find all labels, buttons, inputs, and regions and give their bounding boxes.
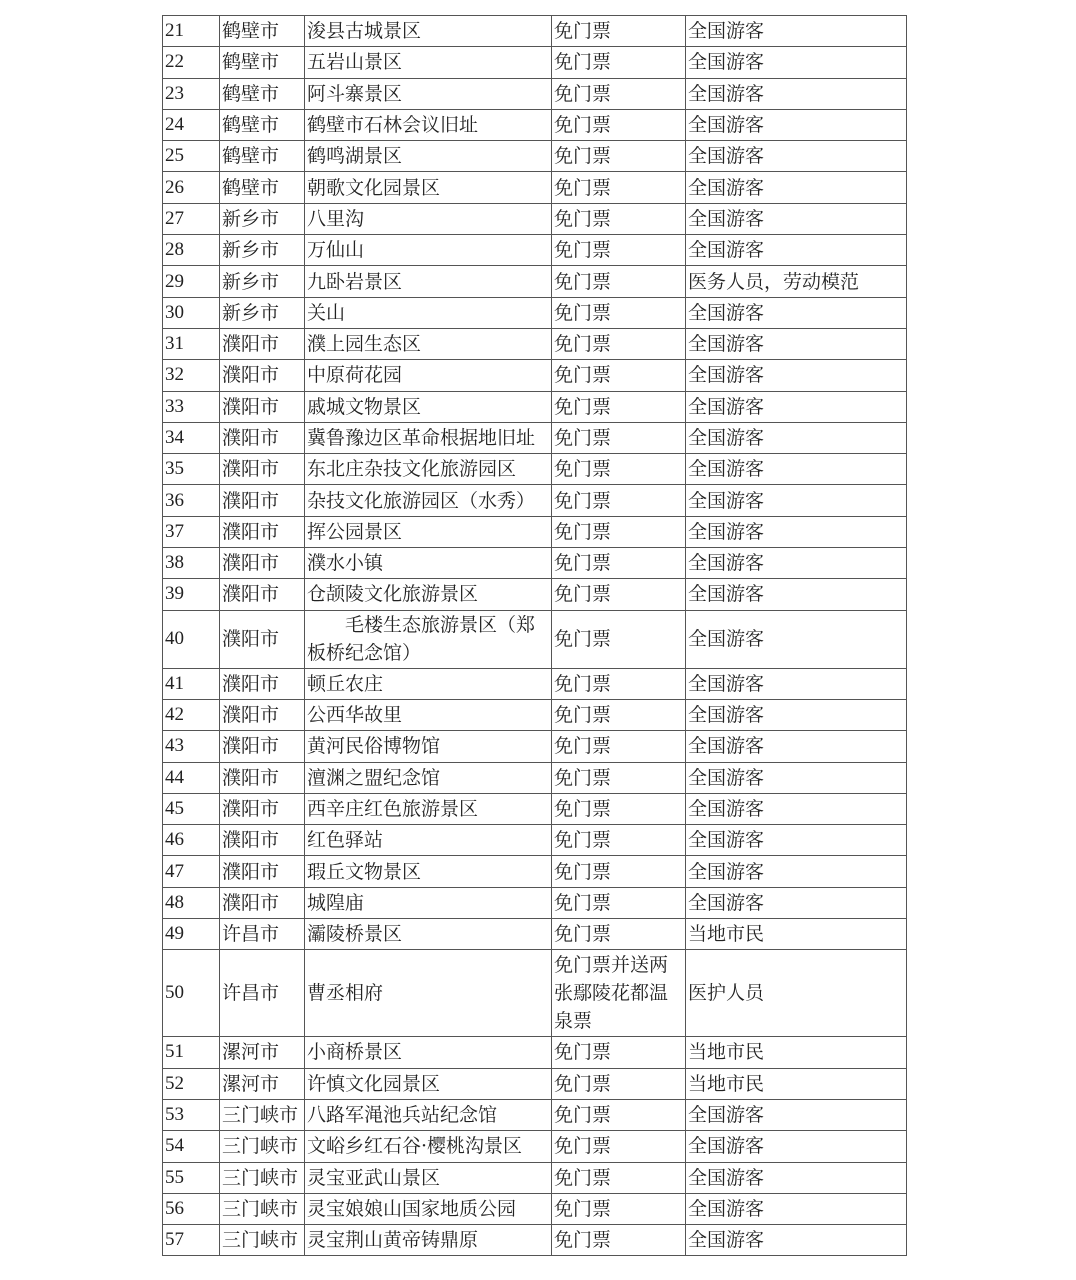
scenic-site-name: 杂技文化旅游园区（水秀）	[305, 485, 552, 516]
city-name: 濮阳市	[220, 610, 305, 668]
city-name: 濮阳市	[220, 454, 305, 485]
scenic-site-name: 九卧岩景区	[305, 266, 552, 297]
scenic-site-name: 戚城文物景区	[305, 391, 552, 422]
ticket-policy: 免门票	[552, 391, 686, 422]
ticket-policy: 免门票	[552, 485, 686, 516]
eligible-visitors: 全国游客	[686, 109, 907, 140]
city-name: 濮阳市	[220, 485, 305, 516]
table-row	[163, 1068, 907, 1099]
eligible-visitors: 全国游客	[686, 485, 907, 516]
ticket-policy: 免门票	[552, 78, 686, 109]
ticket-policy: 免门票	[552, 172, 686, 203]
eligible-visitors: 全国游客	[686, 887, 907, 918]
ticket-policy: 免门票	[552, 1225, 686, 1256]
table-row	[163, 1193, 907, 1224]
row-number: 34	[163, 422, 220, 453]
ticket-policy: 免门票	[552, 203, 686, 234]
eligible-visitors: 全国游客	[686, 1131, 907, 1162]
ticket-policy: 免门票	[552, 668, 686, 699]
row-number: 27	[163, 203, 220, 234]
ticket-policy: 免门票	[552, 731, 686, 762]
city-name: 濮阳市	[220, 579, 305, 610]
table-row	[163, 1225, 907, 1256]
scenic-site-name: 灵宝娘娘山国家地质公园	[305, 1193, 552, 1224]
table-row	[163, 1162, 907, 1193]
eligible-visitors: 医护人员	[686, 950, 907, 1037]
ticket-policy: 免门票	[552, 109, 686, 140]
table-row	[163, 235, 907, 266]
city-name: 鹤壁市	[220, 16, 305, 47]
city-name: 濮阳市	[220, 516, 305, 547]
ticket-policy: 免门票	[552, 887, 686, 918]
scenic-site-name: 万仙山	[305, 235, 552, 266]
eligible-visitors: 全国游客	[686, 548, 907, 579]
ticket-policy: 免门票	[552, 47, 686, 78]
eligible-visitors: 医务人员，劳动模范	[686, 266, 907, 297]
table-row	[163, 516, 907, 547]
eligible-visitors: 全国游客	[686, 328, 907, 359]
ticket-policy: 免门票	[552, 762, 686, 793]
table-row	[163, 610, 907, 668]
eligible-visitors: 全国游客	[686, 579, 907, 610]
city-name: 濮阳市	[220, 328, 305, 359]
ticket-policy: 免门票	[552, 297, 686, 328]
row-number: 45	[163, 793, 220, 824]
city-name: 濮阳市	[220, 825, 305, 856]
table-row	[163, 203, 907, 234]
eligible-visitors: 全国游客	[686, 454, 907, 485]
city-name: 濮阳市	[220, 360, 305, 391]
scenic-site-name: 阿斗寨景区	[305, 78, 552, 109]
eligible-visitors: 全国游客	[686, 699, 907, 730]
row-number: 43	[163, 731, 220, 762]
table-row	[163, 391, 907, 422]
city-name: 濮阳市	[220, 887, 305, 918]
scenic-spots-table	[162, 15, 907, 1256]
scenic-site-name: 曹丞相府	[305, 950, 552, 1037]
eligible-visitors: 全国游客	[686, 762, 907, 793]
city-name: 新乡市	[220, 203, 305, 234]
scenic-site-name: 八路军渑池兵站纪念馆	[305, 1099, 552, 1130]
scenic-site-name: 毛楼生态旅游景区（郑板桥纪念馆）	[305, 610, 552, 668]
city-name: 新乡市	[220, 297, 305, 328]
eligible-visitors: 全国游客	[686, 668, 907, 699]
table-row	[163, 668, 907, 699]
eligible-visitors: 全国游客	[686, 422, 907, 453]
eligible-visitors: 全国游客	[686, 1162, 907, 1193]
eligible-visitors: 全国游客	[686, 391, 907, 422]
table-row	[163, 856, 907, 887]
eligible-visitors: 全国游客	[686, 297, 907, 328]
row-number: 56	[163, 1193, 220, 1224]
table-row	[163, 16, 907, 47]
row-number: 37	[163, 516, 220, 547]
scenic-site-name: 鹤壁市石林会议旧址	[305, 109, 552, 140]
table-row	[163, 109, 907, 140]
city-name: 鹤壁市	[220, 141, 305, 172]
row-number: 51	[163, 1037, 220, 1068]
city-name: 濮阳市	[220, 856, 305, 887]
row-number: 40	[163, 610, 220, 668]
city-name: 许昌市	[220, 950, 305, 1037]
ticket-policy: 免门票	[552, 919, 686, 950]
city-name: 濮阳市	[220, 391, 305, 422]
table-row	[163, 172, 907, 203]
scenic-site-name: 灵宝荆山黄帝铸鼎原	[305, 1225, 552, 1256]
scenic-site-name: 中原荷花园	[305, 360, 552, 391]
ticket-policy: 免门票	[552, 16, 686, 47]
scenic-site-name: 关山	[305, 297, 552, 328]
city-name: 鹤壁市	[220, 172, 305, 203]
ticket-policy: 免门票	[552, 266, 686, 297]
eligible-visitors: 全国游客	[686, 203, 907, 234]
ticket-policy: 免门票	[552, 141, 686, 172]
scenic-site-name: 仓颉陵文化旅游景区	[305, 579, 552, 610]
eligible-visitors: 全国游客	[686, 141, 907, 172]
scenic-site-name: 冀鲁豫边区革命根据地旧址	[305, 422, 552, 453]
scenic-site-name: 城隍庙	[305, 887, 552, 918]
ticket-policy: 免门票	[552, 793, 686, 824]
ticket-policy: 免门票	[552, 579, 686, 610]
scenic-site-name: 灞陵桥景区	[305, 919, 552, 950]
row-number: 28	[163, 235, 220, 266]
city-name: 三门峡市	[220, 1131, 305, 1162]
table-row	[163, 731, 907, 762]
city-name: 漯河市	[220, 1068, 305, 1099]
table-row	[163, 485, 907, 516]
row-number: 35	[163, 454, 220, 485]
ticket-policy: 免门票	[552, 1131, 686, 1162]
ticket-policy: 免门票	[552, 548, 686, 579]
city-name: 濮阳市	[220, 422, 305, 453]
row-number: 48	[163, 887, 220, 918]
row-number: 47	[163, 856, 220, 887]
city-name: 濮阳市	[220, 548, 305, 579]
scenic-site-name: 红色驿站	[305, 825, 552, 856]
scenic-site-name: 灵宝亚武山景区	[305, 1162, 552, 1193]
eligible-visitors: 当地市民	[686, 919, 907, 950]
scenic-site-name: 许慎文化园景区	[305, 1068, 552, 1099]
city-name: 鹤壁市	[220, 78, 305, 109]
ticket-policy: 免门票并送两张鄢陵花都温泉票	[552, 950, 686, 1037]
row-number: 25	[163, 141, 220, 172]
city-name: 三门峡市	[220, 1225, 305, 1256]
table-row	[163, 328, 907, 359]
table-row	[163, 950, 907, 1037]
table-row	[163, 1099, 907, 1130]
row-number: 49	[163, 919, 220, 950]
eligible-visitors: 全国游客	[686, 1099, 907, 1130]
row-number: 55	[163, 1162, 220, 1193]
scenic-site-name: 顿丘农庄	[305, 668, 552, 699]
table-row	[163, 454, 907, 485]
ticket-policy: 免门票	[552, 516, 686, 547]
row-number: 44	[163, 762, 220, 793]
ticket-policy: 免门票	[552, 235, 686, 266]
scenic-site-name: 五岩山景区	[305, 47, 552, 78]
eligible-visitors: 全国游客	[686, 516, 907, 547]
eligible-visitors: 全国游客	[686, 610, 907, 668]
ticket-policy: 免门票	[552, 1068, 686, 1099]
row-number: 22	[163, 47, 220, 78]
table-row	[163, 825, 907, 856]
row-number: 29	[163, 266, 220, 297]
table-row	[163, 266, 907, 297]
ticket-policy: 免门票	[552, 360, 686, 391]
scenic-site-name: 公西华故里	[305, 699, 552, 730]
ticket-policy: 免门票	[552, 1099, 686, 1130]
table-row	[163, 579, 907, 610]
city-name: 三门峡市	[220, 1162, 305, 1193]
city-name: 鹤壁市	[220, 47, 305, 78]
eligible-visitors: 当地市民	[686, 1068, 907, 1099]
scenic-site-name: 鹤鸣湖景区	[305, 141, 552, 172]
scenic-site-name: 濮水小镇	[305, 548, 552, 579]
scenic-site-name: 浚县古城景区	[305, 16, 552, 47]
scenic-site-name: 黄河民俗博物馆	[305, 731, 552, 762]
scenic-site-name: 文峪乡红石谷·樱桃沟景区	[305, 1131, 552, 1162]
city-name: 新乡市	[220, 235, 305, 266]
city-name: 濮阳市	[220, 793, 305, 824]
row-number: 46	[163, 825, 220, 856]
row-number: 31	[163, 328, 220, 359]
row-number: 53	[163, 1099, 220, 1130]
table-row	[163, 78, 907, 109]
ticket-policy: 免门票	[552, 1162, 686, 1193]
eligible-visitors: 全国游客	[686, 731, 907, 762]
row-number: 36	[163, 485, 220, 516]
eligible-visitors: 全国游客	[686, 793, 907, 824]
ticket-policy: 免门票	[552, 454, 686, 485]
table-row	[163, 141, 907, 172]
row-number: 50	[163, 950, 220, 1037]
row-number: 57	[163, 1225, 220, 1256]
row-number: 42	[163, 699, 220, 730]
scenic-site-name: 澶渊之盟纪念馆	[305, 762, 552, 793]
eligible-visitors: 全国游客	[686, 235, 907, 266]
city-name: 濮阳市	[220, 762, 305, 793]
city-name: 许昌市	[220, 919, 305, 950]
eligible-visitors: 全国游客	[686, 1225, 907, 1256]
table-row	[163, 422, 907, 453]
scenic-site-name: 瑕丘文物景区	[305, 856, 552, 887]
row-number: 33	[163, 391, 220, 422]
eligible-visitors: 全国游客	[686, 78, 907, 109]
eligible-visitors: 全国游客	[686, 1193, 907, 1224]
row-number: 24	[163, 109, 220, 140]
scenic-site-name: 东北庄杂技文化旅游园区	[305, 454, 552, 485]
scenic-site-name: 西辛庄红色旅游景区	[305, 793, 552, 824]
row-number: 54	[163, 1131, 220, 1162]
ticket-policy: 免门票	[552, 699, 686, 730]
eligible-visitors: 全国游客	[686, 47, 907, 78]
row-number: 38	[163, 548, 220, 579]
table-row	[163, 919, 907, 950]
ticket-policy: 免门票	[552, 422, 686, 453]
table-row	[163, 699, 907, 730]
table-row	[163, 297, 907, 328]
table-row	[163, 762, 907, 793]
scenic-site-name: 八里沟	[305, 203, 552, 234]
eligible-visitors: 全国游客	[686, 172, 907, 203]
city-name: 三门峡市	[220, 1193, 305, 1224]
table-row	[163, 793, 907, 824]
row-number: 32	[163, 360, 220, 391]
city-name: 鹤壁市	[220, 109, 305, 140]
row-number: 26	[163, 172, 220, 203]
ticket-policy: 免门票	[552, 825, 686, 856]
eligible-visitors: 全国游客	[686, 16, 907, 47]
city-name: 新乡市	[220, 266, 305, 297]
city-name: 三门峡市	[220, 1099, 305, 1130]
scenic-site-name: 挥公园景区	[305, 516, 552, 547]
table-row	[163, 1131, 907, 1162]
scenic-site-name: 濮上园生态区	[305, 328, 552, 359]
scenic-site-name: 小商桥景区	[305, 1037, 552, 1068]
eligible-visitors: 全国游客	[686, 360, 907, 391]
eligible-visitors: 当地市民	[686, 1037, 907, 1068]
table-row	[163, 887, 907, 918]
city-name: 漯河市	[220, 1037, 305, 1068]
row-number: 41	[163, 668, 220, 699]
table-row	[163, 47, 907, 78]
eligible-visitors: 全国游客	[686, 825, 907, 856]
table-row	[163, 360, 907, 391]
row-number: 39	[163, 579, 220, 610]
ticket-policy: 免门票	[552, 1193, 686, 1224]
ticket-policy: 免门票	[552, 328, 686, 359]
ticket-policy: 免门票	[552, 856, 686, 887]
row-number: 23	[163, 78, 220, 109]
eligible-visitors: 全国游客	[686, 856, 907, 887]
table-row	[163, 548, 907, 579]
row-number: 52	[163, 1068, 220, 1099]
ticket-policy: 免门票	[552, 1037, 686, 1068]
city-name: 濮阳市	[220, 699, 305, 730]
table-row	[163, 1037, 907, 1068]
city-name: 濮阳市	[220, 668, 305, 699]
ticket-policy: 免门票	[552, 610, 686, 668]
row-number: 30	[163, 297, 220, 328]
row-number: 21	[163, 16, 220, 47]
scenic-site-name: 朝歌文化园景区	[305, 172, 552, 203]
table-body	[163, 16, 907, 1256]
city-name: 濮阳市	[220, 731, 305, 762]
